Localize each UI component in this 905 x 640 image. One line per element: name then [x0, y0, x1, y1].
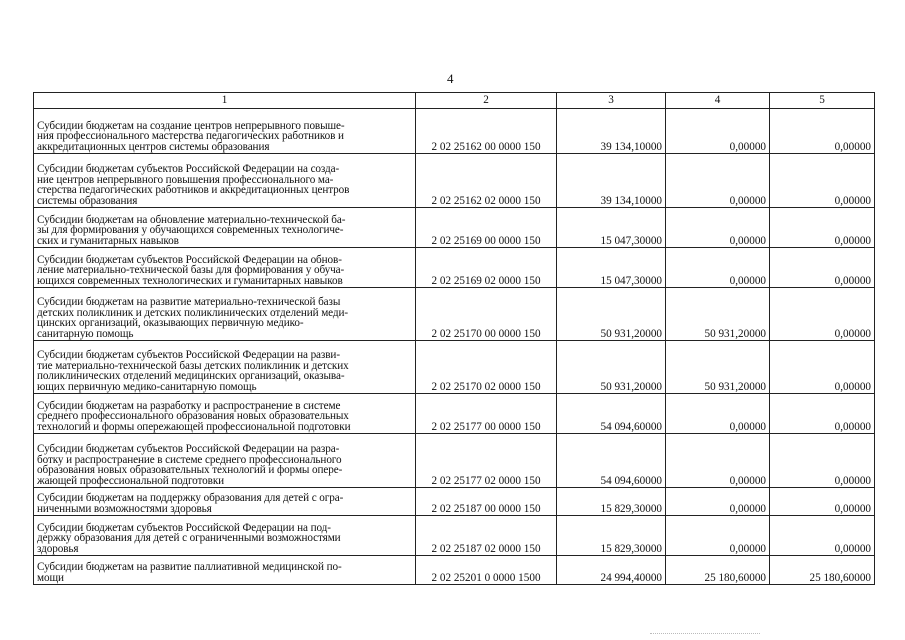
- amount-col4-cell: 0,00000: [666, 248, 770, 288]
- amount-col4-cell: 50 931,20000: [666, 341, 770, 394]
- subsidy-name-line: ниченными возможностями здоровья: [37, 502, 212, 515]
- amount-col3-cell: 50 931,20000: [557, 341, 666, 394]
- amount-col4-cell: 0,00000: [666, 109, 770, 154]
- table-header-row: [34, 93, 875, 109]
- subsidy-name-cell: [34, 516, 416, 556]
- table-row: [34, 341, 875, 394]
- subsidy-name-line: Субсидии бюджетам субъектов Российской Федерации на разви-: [37, 349, 340, 362]
- subsidy-name-line: жающей профессиональной подготовки: [37, 474, 225, 487]
- budget-code-cell: 2 02 25162 02 0000 150: [416, 154, 557, 208]
- amount-col5-cell: 0,00000: [770, 516, 875, 556]
- subsidy-name-line: образования новых образовательных технологий и формы опере-: [37, 464, 343, 477]
- subsidy-name-line: Субсидии бюджетам субъектов Российской Федерации на обнов-: [37, 253, 342, 266]
- budget-code-cell: 2 02 25177 00 0000 150: [416, 394, 557, 434]
- amount-col4-cell: 25 180,60000: [666, 556, 770, 585]
- column-header-5: 5: [770, 93, 875, 109]
- column-header-2: 2: [416, 93, 557, 109]
- table-row: [34, 394, 875, 434]
- subsidy-name-cell: [34, 109, 416, 154]
- amount-col3-cell: 50 931,20000: [557, 288, 666, 341]
- subsidy-name-cell: [34, 208, 416, 248]
- amount-col3-cell: 39 134,10000: [557, 154, 666, 208]
- column-header-3: 3: [557, 93, 666, 109]
- amount-col5-cell: 0,00000: [770, 341, 875, 394]
- budget-code-cell: 2 02 25162 00 0000 150: [416, 109, 557, 154]
- amount-col4-cell: 0,00000: [666, 154, 770, 208]
- subsidy-name-line: Субсидии бюджетам субъектов Российской Федерации на созда-: [37, 163, 340, 176]
- subsidy-name-line: Субсидии бюджетам субъектов Российской Федерации на под-: [37, 521, 331, 534]
- budget-code-cell: 2 02 25170 02 0000 150: [416, 341, 557, 394]
- subsidy-name-line: держку образования для детей с ограниченными возможностями: [37, 532, 341, 545]
- subsidy-name-line: ющихся современных технологических и гуманитарных навыков: [37, 274, 343, 287]
- subsidy-name-line: санитарную помощь: [37, 327, 134, 340]
- amount-col4-cell: 0,00000: [666, 394, 770, 434]
- table-row: [34, 488, 875, 516]
- amount-col5-cell: 25 180,60000: [770, 556, 875, 585]
- table-body: [34, 109, 875, 585]
- budget-code-cell: 2 02 25177 02 0000 150: [416, 434, 557, 488]
- subsidy-name-line: ботку и распространение в системе среднего профессионального: [37, 453, 342, 466]
- table-row: [34, 208, 875, 248]
- amount-col5-cell: 0,00000: [770, 208, 875, 248]
- amount-col4-cell: 50 931,20000: [666, 288, 770, 341]
- amount-col3-cell: 39 134,10000: [557, 109, 666, 154]
- table-row: [34, 288, 875, 341]
- subsidy-name-line: Субсидии бюджетам на поддержку образования для детей с огра-: [37, 492, 344, 505]
- subsidy-name-cell: [34, 556, 416, 585]
- table-row: [34, 556, 875, 585]
- subsidy-name-cell: [34, 154, 416, 208]
- budget-code-cell: 2 02 25169 00 0000 150: [416, 208, 557, 248]
- subsidy-name-line: цинских организаций, оказывающих первичную медико-: [37, 317, 304, 330]
- subsidy-name-line: Субсидии бюджетам на обновление материально-технической ба-: [37, 213, 346, 226]
- subsidy-name-line: здоровья: [37, 542, 79, 555]
- table-row: [34, 248, 875, 288]
- amount-col5-cell: 0,00000: [770, 434, 875, 488]
- subsidy-name-cell: [34, 288, 416, 341]
- subsidy-name-cell: [34, 394, 416, 434]
- subsidy-name-line: Субсидии бюджетам на развитие материально-технической базы: [37, 296, 341, 309]
- amount-col4-cell: 0,00000: [666, 208, 770, 248]
- subsidy-name-line: ние центров непрерывного повышения профессионального ма-: [37, 173, 334, 186]
- amount-col5-cell: 0,00000: [770, 109, 875, 154]
- subsidy-name-line: тие материально-технической базы детских поликлиник и детских: [37, 359, 349, 372]
- amount-col5-cell: 0,00000: [770, 288, 875, 341]
- scan-footer-mark: [650, 633, 760, 636]
- amount-col3-cell: 15 047,30000: [557, 208, 666, 248]
- subsidy-name-line: детских поликлиник и детских поликлинических отделений меди-: [37, 306, 349, 319]
- subsidy-name-cell: [34, 488, 416, 516]
- subsidy-name-cell: [34, 434, 416, 488]
- subsidy-name-line: системы образования: [37, 194, 138, 207]
- subsidy-name-cell: [34, 248, 416, 288]
- amount-col4-cell: 0,00000: [666, 516, 770, 556]
- subsidy-name-line: Субсидии бюджетам на разработку и распространение в системе: [37, 399, 341, 412]
- subsidy-name-line: мощи: [37, 571, 64, 584]
- budget-subsidies-table: [33, 92, 875, 585]
- budget-code-cell: 2 02 25170 00 0000 150: [416, 288, 557, 341]
- amount-col3-cell: 54 094,60000: [557, 434, 666, 488]
- subsidy-name-line: поликлинических отделений медицинских организаций, оказыва-: [37, 370, 345, 383]
- subsidy-name-line: стерства педагогических работников и аккредитационных центров: [37, 184, 350, 197]
- amount-col3-cell: 54 094,60000: [557, 394, 666, 434]
- column-header-1: 1: [34, 93, 416, 109]
- subsidy-name-line: ление материально-технической базы для формирования у обуча-: [37, 264, 345, 277]
- subsidy-name-line: ния профессионального мастерства педагогических работников и: [37, 130, 344, 143]
- amount-col5-cell: 0,00000: [770, 394, 875, 434]
- column-header-4: 4: [666, 93, 770, 109]
- amount-col4-cell: 0,00000: [666, 488, 770, 516]
- budget-code-cell: 2 02 25201 0 0000 1500: [416, 556, 557, 585]
- budget-code-cell: 2 02 25187 02 0000 150: [416, 516, 557, 556]
- table-row: [34, 434, 875, 488]
- subsidy-name-line: технологий и формы опережающей профессиональной подготовки: [37, 420, 351, 433]
- budget-code-cell: 2 02 25169 02 0000 150: [416, 248, 557, 288]
- amount-col5-cell: 0,00000: [770, 248, 875, 288]
- subsidy-name-cell: [34, 341, 416, 394]
- subsidy-name-line: среднего профессионального образования новых образовательных: [37, 410, 349, 423]
- subsidy-name-line: зы для формирования у обучающихся современных технологиче-: [37, 224, 344, 237]
- table-row: [34, 516, 875, 556]
- subsidy-name-line: ских и гуманитарных навыков: [37, 234, 179, 247]
- amount-col5-cell: 0,00000: [770, 154, 875, 208]
- subsidy-name-line: аккредитационных центров системы образования: [37, 140, 270, 153]
- amount-col3-cell: 15 047,30000: [557, 248, 666, 288]
- subsidy-name-line: Субсидии бюджетам на развитие паллиативной медицинской по-: [37, 561, 342, 574]
- amount-col4-cell: 0,00000: [666, 434, 770, 488]
- subsidy-name-line: Субсидии бюджетам субъектов Российской Федерации на разра-: [37, 443, 340, 456]
- subsidy-name-line: ющих первичную медико-санитарную помощь: [37, 380, 257, 393]
- amount-col5-cell: 0,00000: [770, 488, 875, 516]
- subsidy-name-line: Субсидии бюджетам на создание центров непрерывного повыше-: [37, 119, 345, 132]
- table-row: [34, 154, 875, 208]
- amount-col3-cell: 15 829,30000: [557, 488, 666, 516]
- page-number: 4: [447, 71, 454, 86]
- amount-col3-cell: 15 829,30000: [557, 516, 666, 556]
- amount-col3-cell: 24 994,40000: [557, 556, 666, 585]
- budget-code-cell: 2 02 25187 00 0000 150: [416, 488, 557, 516]
- table-row: [34, 109, 875, 154]
